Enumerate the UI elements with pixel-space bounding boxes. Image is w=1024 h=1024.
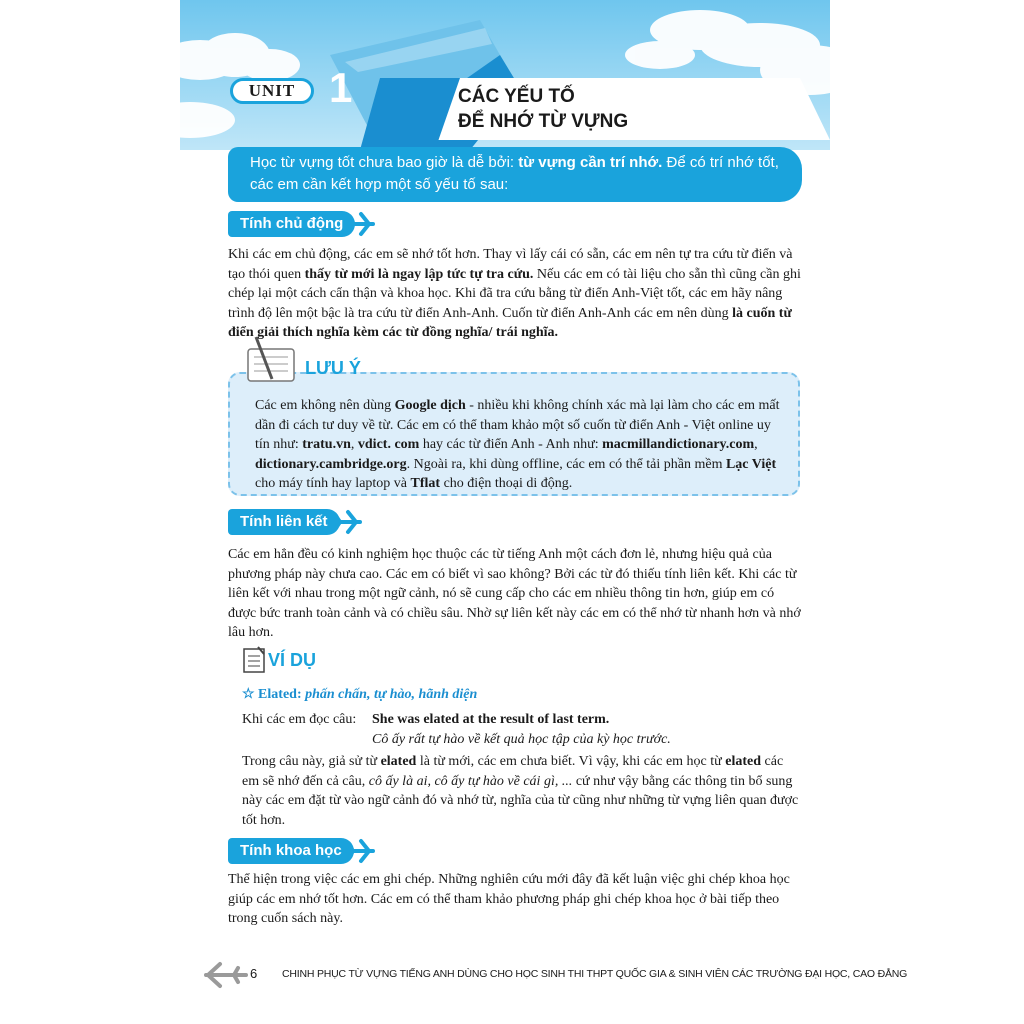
example-title: VÍ DỤ <box>268 650 317 670</box>
intro-text-rest: Để có trí nhớ tốt, các em cần kết hợp một số yếu tố sau: <box>250 154 779 193</box>
paragraph-linked: Các em hẳn đều có kinh nghiệm học thuộc các từ tiếng Anh một cách đơn lẻ, nhưng hiệu quả của phương pháp này chưa cao. Các em có biết vì sao không? Bởi các từ đó thiếu tính liên kết. Khi các từ liên kết với nhau trong một ngữ cảnh, nó sẽ cung cấp cho các em nhiều thông tin hơn, giúp em có được bức tranh toàn cảnh và có chiều sâu. Nhờ sự liên kết này các em có thể nhớ từ nhanh hơn và nhớ lâu hơn. <box>228 547 801 640</box>
book-title: CHINH PHỤC TỪ VỰNG TIẾNG ANH DÙNG CHO HỌC SINH THI THPT QUỐC GIA & SINH VIÊN CÁC TRƯỜNG ĐẠI HỌC, CAO ĐẲNG <box>282 968 908 980</box>
plane-icon <box>343 838 379 864</box>
unit-label: UNIT <box>230 78 314 104</box>
example-sentence: She was elated at the result of last term. <box>372 712 610 727</box>
note-text: Các em không nên dùng Google dịch - nhiều khi không chính xác mà lại làm cho các em mất dần đi cách tư duy về từ. Các em có thể tham khảo một số cuốn từ điển Anh - Việt online uy tín như: tratu.vn, vdict. com hay các từ điển Anh - Anh như: macmillandictionary.com, dictionary.cambridge.org. Ngoài ra, khi dùng offline, các em có thể tải phần mềm Lạc Việt cho máy tính hay laptop và Tflat cho điện thoại di động. <box>255 398 780 491</box>
section-title: Tính khoa học <box>228 838 354 864</box>
book-page <box>180 0 908 1024</box>
example-translation: Cô ấy rất tự hào về kết quả học tập của kỳ học trước. <box>372 732 671 747</box>
example-read-label: Khi các em đọc câu: <box>242 712 357 727</box>
page-footer <box>200 960 908 990</box>
intro-text-bold: từ vựng cần trí nhớ. <box>518 154 663 171</box>
unit-title <box>458 84 628 134</box>
note-title: LƯU Ý <box>305 358 361 378</box>
intro-box <box>228 147 802 202</box>
plane-icon <box>330 509 366 535</box>
notepad-icon <box>242 646 266 674</box>
paragraph-active: Khi các em chủ động, các em sẽ nhớ tốt hơn. Thay vì lấy cái có sẵn, các em nên tự tra cứu từ điển và tạo thói quen thấy từ mới là ngay lập tức tự tra cứu. Nếu các em có tài liệu cho sẵn thì cũng cần ghi chép lại một cách cẩn thận và khoa học. Khi đã tra cứu bằng từ điển Anh-Việt tốt, các em hãy nâng trình độ lên một bậc là tra cứu từ điển Anh-Anh. Cuốn từ điển Anh-Anh các em nên dùng là cuốn từ điển giải thích nghĩa kèm các từ đồng nghĩa/ trái nghĩa. <box>228 247 801 340</box>
paragraph-scientific: Thể hiện trong việc các em ghi chép. Những nghiên cứu mới đây đã kết luận việc ghi chép khoa học giúp các em nhớ tốt hơn. Các em có thể tham khảo phương pháp ghi chép khoa học ở bài tiếp theo trong cuốn sách này. <box>228 872 790 926</box>
unit-banner <box>180 0 830 150</box>
section-title: Tính chủ động <box>228 211 355 237</box>
plane-icon <box>343 211 379 237</box>
unit-title-line2: ĐỂ NHỚ TỪ VỰNG <box>458 111 629 132</box>
page-number: 6 <box>250 966 258 981</box>
unit-title-line1: CÁC YẾU TỐ <box>458 86 575 107</box>
section-title: Tính liên kết <box>228 509 340 535</box>
notebook-pen-icon <box>240 335 302 387</box>
plane-back-icon <box>200 960 248 990</box>
unit-number: 1 <box>329 64 353 111</box>
example-word: ☆ Elated: phấn chấn, tự hào, hãnh diện <box>242 687 478 702</box>
intro-text: Học từ vựng tốt chưa bao giờ là dễ bởi: <box>250 154 519 171</box>
example-explanation: Trong câu này, giả sử từ elated là từ mới, các em chưa biết. Vì vậy, khi các em học từ elated các em sẽ nhớ đến cả câu, cô ấy là ai, cô ấy tự hào về cái gì, ... cứ như vậy bằng các thông tin bổ sung này các em đặt từ vào ngữ cảnh đó và nhớ từ, nghĩa của từ cũng như những từ vựng liên quan được tốt hơn. <box>242 754 799 828</box>
